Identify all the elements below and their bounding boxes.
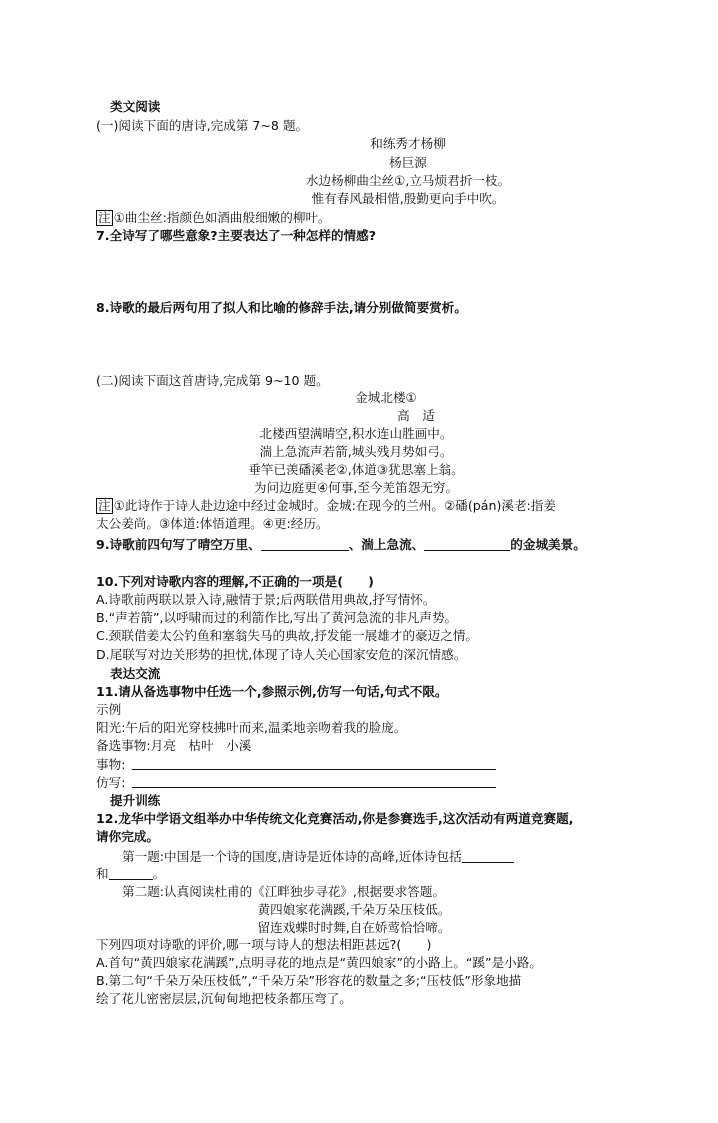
part1-intro: (一)阅读下面的唐诗,完成第 7~8 题。 [96, 118, 309, 133]
question-12-first-text: 第一题:中国是一个诗的国度,唐诗是近体诗的高峰,近体诗包括 [122, 849, 462, 864]
answer-blank[interactable] [424, 537, 510, 551]
part1-poem-line-1: 水边杨柳曲尘丝①,立马烦君折一枝。 [305, 173, 511, 188]
question-9-part-c: 的金城美景。 [510, 537, 586, 552]
part2-poem-line-1: 北楼西望满晴空,积水连山胜画中。 [259, 426, 453, 441]
question-10-option-b: B.“声若箭”,以呼啸而过的利箭作比,写出了黄河急流的非凡声势。 [96, 610, 458, 625]
question-12-first-end: 。 [152, 866, 166, 881]
part2-note-line-2: 太公姜尚。③体道:体悟道理。④更:经历。 [96, 516, 329, 531]
note-mark: 注 [98, 498, 111, 513]
part2-note-text-1: ①此诗作于诗人赴边途中经过金城时。金城:在现今的兰州。②磻(pán)溪老:指姜 [113, 498, 556, 513]
part2-note-line-1 [96, 496, 636, 515]
question-8: 8.诗歌的最后两句用了拟人和比喻的修辞手法,请分别做简要赏析。 [96, 300, 467, 315]
question-12-option-a: A.首句“黄四娘家花满蹊”,点明寻花的地点是“黄四娘家”的小路上。“蹊”是小路。 [96, 955, 542, 970]
question-10: 10.下列对诗歌内容的理解,不正确的一项是( ) [96, 574, 374, 589]
question-12-option-b-1: B.第二句“千朵万朵压枝低”,“千朵万朵”形容花的数量之多;“压枝低”形象地描 [96, 973, 522, 988]
answer-blank[interactable] [462, 849, 514, 863]
question-11-imitate-label: 仿写: [96, 775, 126, 790]
question-10-option-d: D.尾联写对边关形势的担忧,体现了诗人关心国家安危的深沉情感。 [96, 647, 467, 662]
question-12-poem-line-2: 留连戏蝶时时舞,自在娇莺恰恰啼。 [257, 920, 451, 935]
part1-poem-title: 和练秀才杨柳 [370, 136, 446, 151]
part1-note [96, 208, 636, 227]
note-mark: 注 [98, 210, 111, 225]
question-11: 11.请从备选事物中任选一个,参照示例,仿写一句话,句式不限。 [96, 684, 448, 699]
question-12-first-and: 和 [96, 866, 109, 881]
question-12-option-b-2: 绘了花儿密密层层,沉甸甸地把枝条都压弯了。 [96, 991, 352, 1006]
question-11-options: 备选事物:月亮 枯叶 小溪 [96, 738, 252, 753]
question-12-line-1 [96, 809, 636, 828]
question-10-option-c: C.颈联借姜太公钓鱼和塞翁失马的典故,抒发能一展雄才的豪迈之情。 [96, 628, 479, 643]
part2-poem-author: 高 适 [397, 408, 435, 423]
section-heading-training: 提升训练 [110, 793, 161, 808]
question-11-thing-label: 事物: [96, 757, 126, 772]
question-10-option-a: A.诗歌前两联以景入诗,融情于景;后两联借用典故,抒写情怀。 [96, 592, 436, 607]
part2-poem-line-3: 垂竿已羡磻溪老②,体道③犹思塞上翁。 [248, 462, 464, 477]
question-11-example: 阳光:午后的阳光穿枝拂叶而来,温柔地亲吻着我的脸庞。 [96, 720, 407, 735]
question-9 [96, 535, 636, 554]
question-11-example-label: 示例 [96, 702, 122, 717]
part1-poem-author: 杨巨源 [389, 155, 427, 170]
question-12-first-cont [96, 864, 636, 883]
answer-blank[interactable] [109, 866, 153, 880]
question-12-line-2: 请你完成。 [96, 829, 159, 844]
part2-poem-line-2: 湍上急流声若箭,城头残月势如弓。 [259, 444, 453, 459]
thing-answer-line[interactable] [132, 769, 496, 770]
question-9-part-b: 、湍上急流、 [348, 537, 425, 552]
part2-intro: (二)阅读下面这首唐诗,完成第 9~10 题。 [96, 373, 329, 388]
part1-poem-line-2: 惟有春风最相惜,殷勤更向手中吹。 [311, 191, 505, 206]
question-9-part-a: 9.诗歌前四句写了晴空万里、 [96, 537, 261, 552]
imitate-answer-line[interactable] [132, 787, 496, 788]
part2-poem-line-4: 为问边庭更④何事,至今羌笛怨无穷。 [253, 480, 459, 495]
part1-note-text: ①曲尘丝:指颜色如酒曲般细嫩的柳叶。 [113, 210, 331, 225]
answer-blank[interactable] [261, 537, 349, 551]
question-12-poem-line-1: 黄四娘家花满蹊,千朵万朵压枝低。 [257, 902, 451, 917]
question-12-second: 第二题:认真阅读杜甫的《江畔独步寻花》,根据要求答题。 [122, 884, 446, 899]
question-7: 7.全诗写了哪些意象?主要表达了一种怎样的情感? [96, 228, 377, 243]
section-heading-reading: 类文阅读 [110, 99, 161, 114]
question-12-question: 下列四项对诗歌的评价,哪一项与诗人的想法相距甚远?( ) [96, 937, 432, 952]
section-heading-expression: 表达交流 [110, 666, 161, 681]
part2-poem-title: 金城北楼① [355, 390, 417, 405]
question-12-prompt-1: 12.龙华中学语文组举办中华传统文化竞赛活动,你是参赛选手,这次活动有两道竞赛题, [96, 811, 574, 826]
